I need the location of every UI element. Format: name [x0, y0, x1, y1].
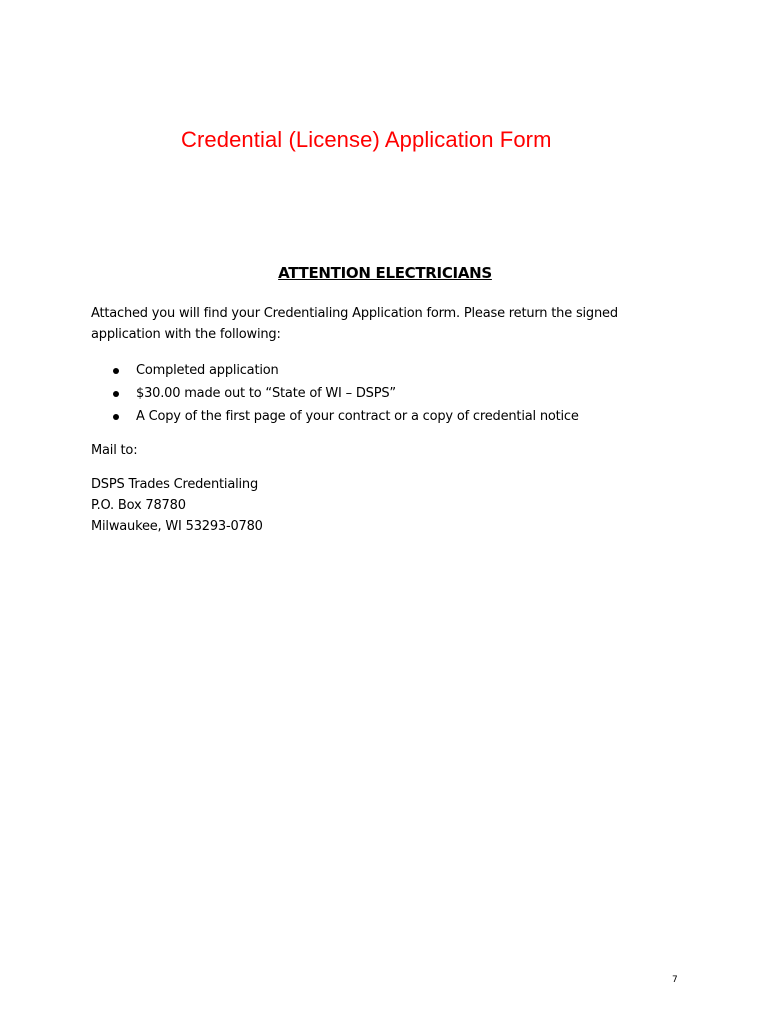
list-item-text: $30.00 made out to “State of WI – DSPS”: [136, 386, 396, 401]
bullet-icon: [113, 414, 119, 420]
requirements-list: [91, 360, 579, 429]
list-item: [91, 406, 579, 429]
address-line: Milwaukee, WI 53293-0780: [91, 519, 263, 534]
mail-to-label: Mail to:: [91, 443, 138, 458]
page-number: 7: [672, 975, 678, 985]
mailing-address: [91, 474, 263, 537]
list-item: [91, 360, 579, 383]
form-title: Credential (License) Application Form: [181, 127, 552, 152]
attention-heading: ATTENTION ELECTRICIANS: [278, 264, 492, 282]
list-item-text: Completed application: [136, 363, 279, 378]
address-line: DSPS Trades Credentialing: [91, 477, 258, 492]
bullet-icon: [113, 391, 119, 397]
list-item: [91, 383, 579, 406]
intro-paragraph: Attached you will find your Credentialing Application form. Please return the signed application with the following:: [91, 306, 618, 342]
bullet-icon: [113, 368, 119, 374]
list-item-text: A Copy of the first page of your contract or a copy of credential notice: [136, 409, 579, 424]
address-line: P.O. Box 78780: [91, 498, 186, 513]
